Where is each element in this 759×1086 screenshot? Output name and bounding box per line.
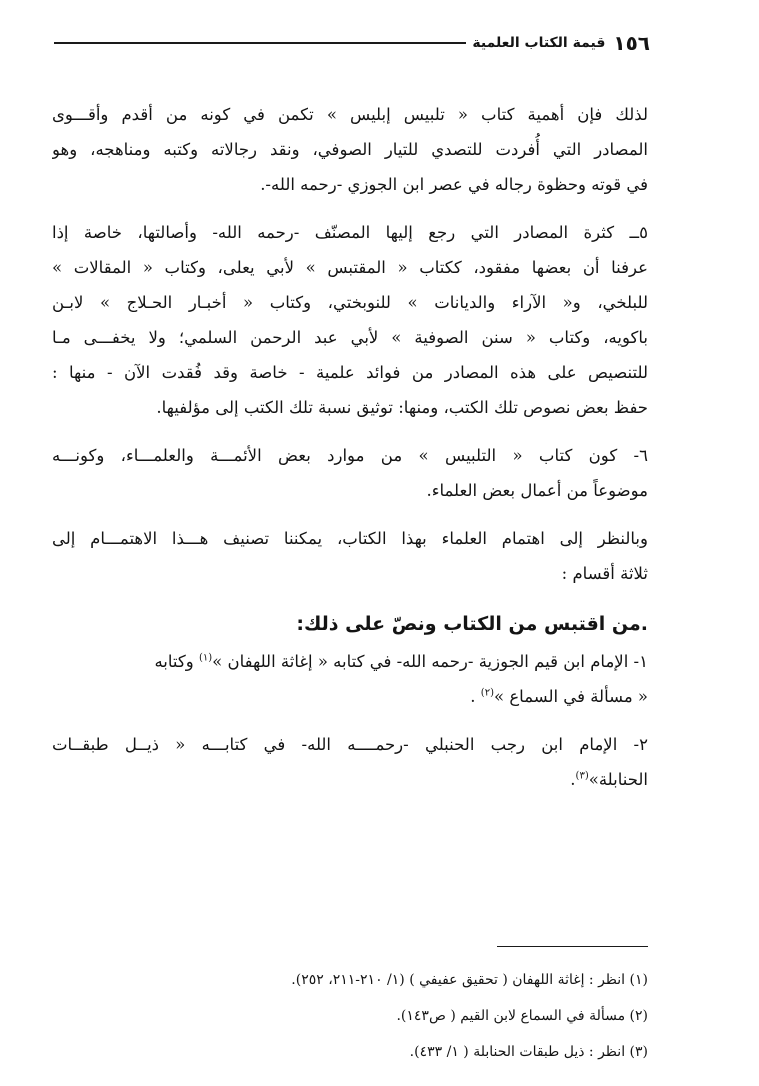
footnote-ref: (٢) [480,687,494,699]
section-heading: .من اقتبس من الكتاب ونصّ على ذلك: [296,613,648,635]
text-line: باكويه، وكتاب « سنن الصوفية » لأبي عبد الرحمن السلمي؛ ولا يخفـــى مـا [52,328,648,347]
text-line: حفظ بعض نصوص تلك الكتب، ومنها: توثيق نسبة تلك الكتب إلى مؤلفيها. [156,398,648,417]
line-tail: . [470,687,481,706]
running-title: قيمة الكتاب العلمية [472,35,606,51]
footnote: (٣) انظر : ذيل طبقات الحنابلة ( ١/ ٤٣٣). [409,1044,648,1060]
footnote-ref: (٣) [575,770,589,782]
text-line: لذلك فإن أهمية كتاب « تلبيس إبليس » تكمن في كونه من أقدم وأقـــوى [52,105,648,124]
text-line: للتنصيص على هذه المصادر من فوائد علمية - خاصة وقد فُقدت الآن - منها : [52,363,648,382]
text-line [52,644,648,679]
line-text: ١- الإمام ابن قيم الجوزية -رحمه الله- في كتابه « إغاثة اللهفان » [212,652,648,671]
line-text: الحنابلة» [588,770,648,789]
line-tail: وكتابه [154,652,199,671]
main-text [52,97,648,797]
text-line: ٦- كون كتاب « التلبيس » من موارد بعض الأئمـــة والعلمـــاء، وكونـــه [52,446,648,465]
paragraph-6-talbis [52,438,648,508]
text-line: عرفنا أن بعضها مفقود، ككتاب « المقتبس » لأبي يعلى، وكتاب « المقالات » [52,258,648,277]
text-line: موضوعاً من أعمال بعض العلماء. [426,481,648,500]
footnotes [52,962,648,1070]
text-line: ٢- الإمام ابن رجب الحنبلي -رحمــــه الله- في كتابـــه « ذيــل طبقــات [52,735,648,754]
footnote-ref: (١) [198,652,213,664]
header-rule [54,42,466,44]
footnote-separator [497,946,648,947]
text-line: المصادر التي أُفردت للتصدي للتيار الصوفي، ونقد رجالاته وكتبه ومناهجه، وهو [52,140,648,159]
text-line [52,762,648,797]
paragraph-ibn-rajab [52,727,648,797]
running-header [54,28,650,58]
text-line: ثلاثة أقسام : [561,564,648,583]
footnote: (١) انظر : إغاثة اللهفان ( تحقيق عفيفي ) (١/ ٢١٠-٢١١، ٢٥٢). [291,972,648,988]
text-line: ٥ــ كثرة المصادر التي رجع إليها المصنّف -رحمه الله- وأصالتها، خاصة إذا [52,223,648,242]
text-line: في قوته وحظوة رجاله في عصر ابن الجوزي -رحمه الله-. [260,175,648,194]
line-tail: . [570,770,576,789]
paragraph-ibn-qayyim [52,644,648,714]
line-text: « مسألة في السماع » [493,687,648,706]
paragraph-1 [52,97,648,202]
footnote: (٢) مسألة في السماع لابن القيم ( ص١٤٣). [396,1008,648,1024]
text-line: للبلخي، و« الآراء والديانات » للنوبختي، وكتاب « أخبـار الحـلاج » لابـن [52,293,648,312]
text-line [52,679,648,714]
page-number: ١٥٦ [613,31,650,55]
text-line: وبالنظر إلى اهتمام العلماء بهذا الكتاب، يمكننا تصنيف هـــذا الاهتمـــام إلى [52,529,648,548]
paragraph-classification [52,521,648,591]
paragraph-5-sources [52,215,648,425]
